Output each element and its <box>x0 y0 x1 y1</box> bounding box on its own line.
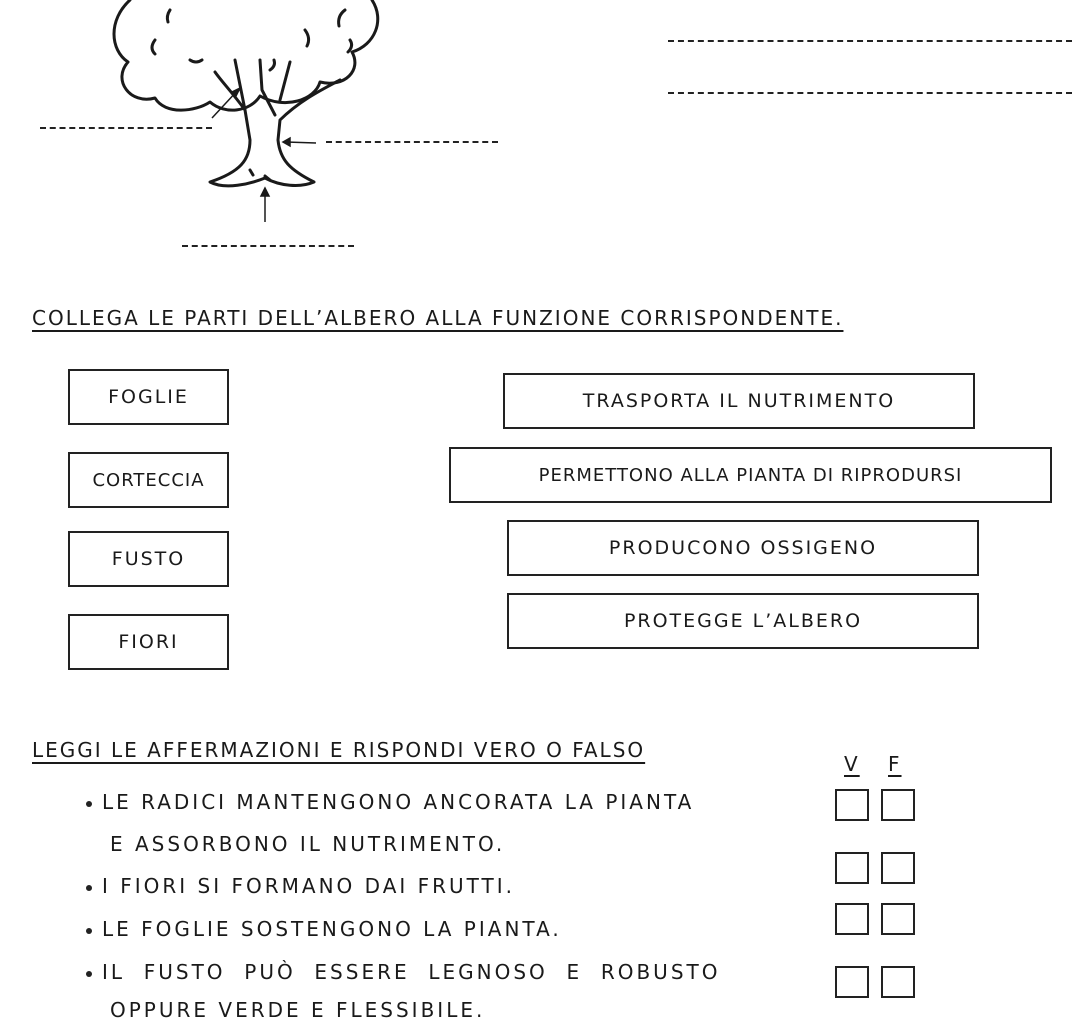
statement-4-false-checkbox[interactable] <box>881 966 915 998</box>
false-column-label: F <box>888 752 902 776</box>
function-box-riprodursi[interactable]: PERMETTONO ALLA PIANTA DI RIPRODURSI <box>449 447 1052 503</box>
statement-2: I FIORI SI FORMANO DAI FRUTTI. <box>86 874 515 898</box>
part-box-corteccia[interactable]: CORTECCIA <box>68 452 229 508</box>
bullet <box>86 885 92 891</box>
statement-4-line-1: IL FUSTO PUÒ ESSERE LEGNOSO E ROBUSTO <box>86 960 720 984</box>
statement-4-line-2: OPPURE VERDE E FLESSIBILE. <box>110 998 486 1022</box>
part-box-fiori[interactable]: FIORI <box>68 614 229 670</box>
statement-2-true-checkbox[interactable] <box>835 852 869 884</box>
statement-1-false-checkbox[interactable] <box>881 789 915 821</box>
statement-3-true-checkbox[interactable] <box>835 903 869 935</box>
statement-1-line-1: LE RADICI MANTENGONO ANCORATA LA PIANTA <box>86 790 694 814</box>
function-box-protegge[interactable]: PROTEGGE L’ALBERO <box>507 593 979 649</box>
match-heading: COLLEGA LE PARTI DELL’ALBERO ALLA FUNZIONE CORRISPONDENTE. <box>32 306 844 330</box>
true-false-heading: LEGGI LE AFFERMAZIONI E RISPONDI VERO O FALSO <box>32 738 646 762</box>
roots-blank-line[interactable] <box>182 245 354 247</box>
statement-3: LE FOGLIE SOSTENGONO LA PIANTA. <box>86 917 562 941</box>
answer-line-1[interactable] <box>668 40 1072 42</box>
statement-4-true-checkbox[interactable] <box>835 966 869 998</box>
true-column-label: V <box>844 752 860 776</box>
function-box-trasporta[interactable]: TRASPORTA IL NUTRIMENTO <box>503 373 975 429</box>
statement-3-false-checkbox[interactable] <box>881 903 915 935</box>
statement-2-false-checkbox[interactable] <box>881 852 915 884</box>
statement-1-line-2: E ASSORBONO IL NUTRIMENTO. <box>110 832 506 856</box>
trunk-blank-line[interactable] <box>326 141 498 143</box>
bullet <box>86 801 92 807</box>
branches-blank-line[interactable] <box>40 127 212 129</box>
statement-1-true-checkbox[interactable] <box>835 789 869 821</box>
tree-illustration <box>100 0 440 230</box>
answer-line-2[interactable] <box>668 92 1072 94</box>
bullet <box>86 971 92 977</box>
bullet <box>86 928 92 934</box>
part-box-fusto[interactable]: FUSTO <box>68 531 229 587</box>
function-box-ossigeno[interactable]: PRODUCONO OSSIGENO <box>507 520 979 576</box>
part-box-foglie[interactable]: FOGLIE <box>68 369 229 425</box>
